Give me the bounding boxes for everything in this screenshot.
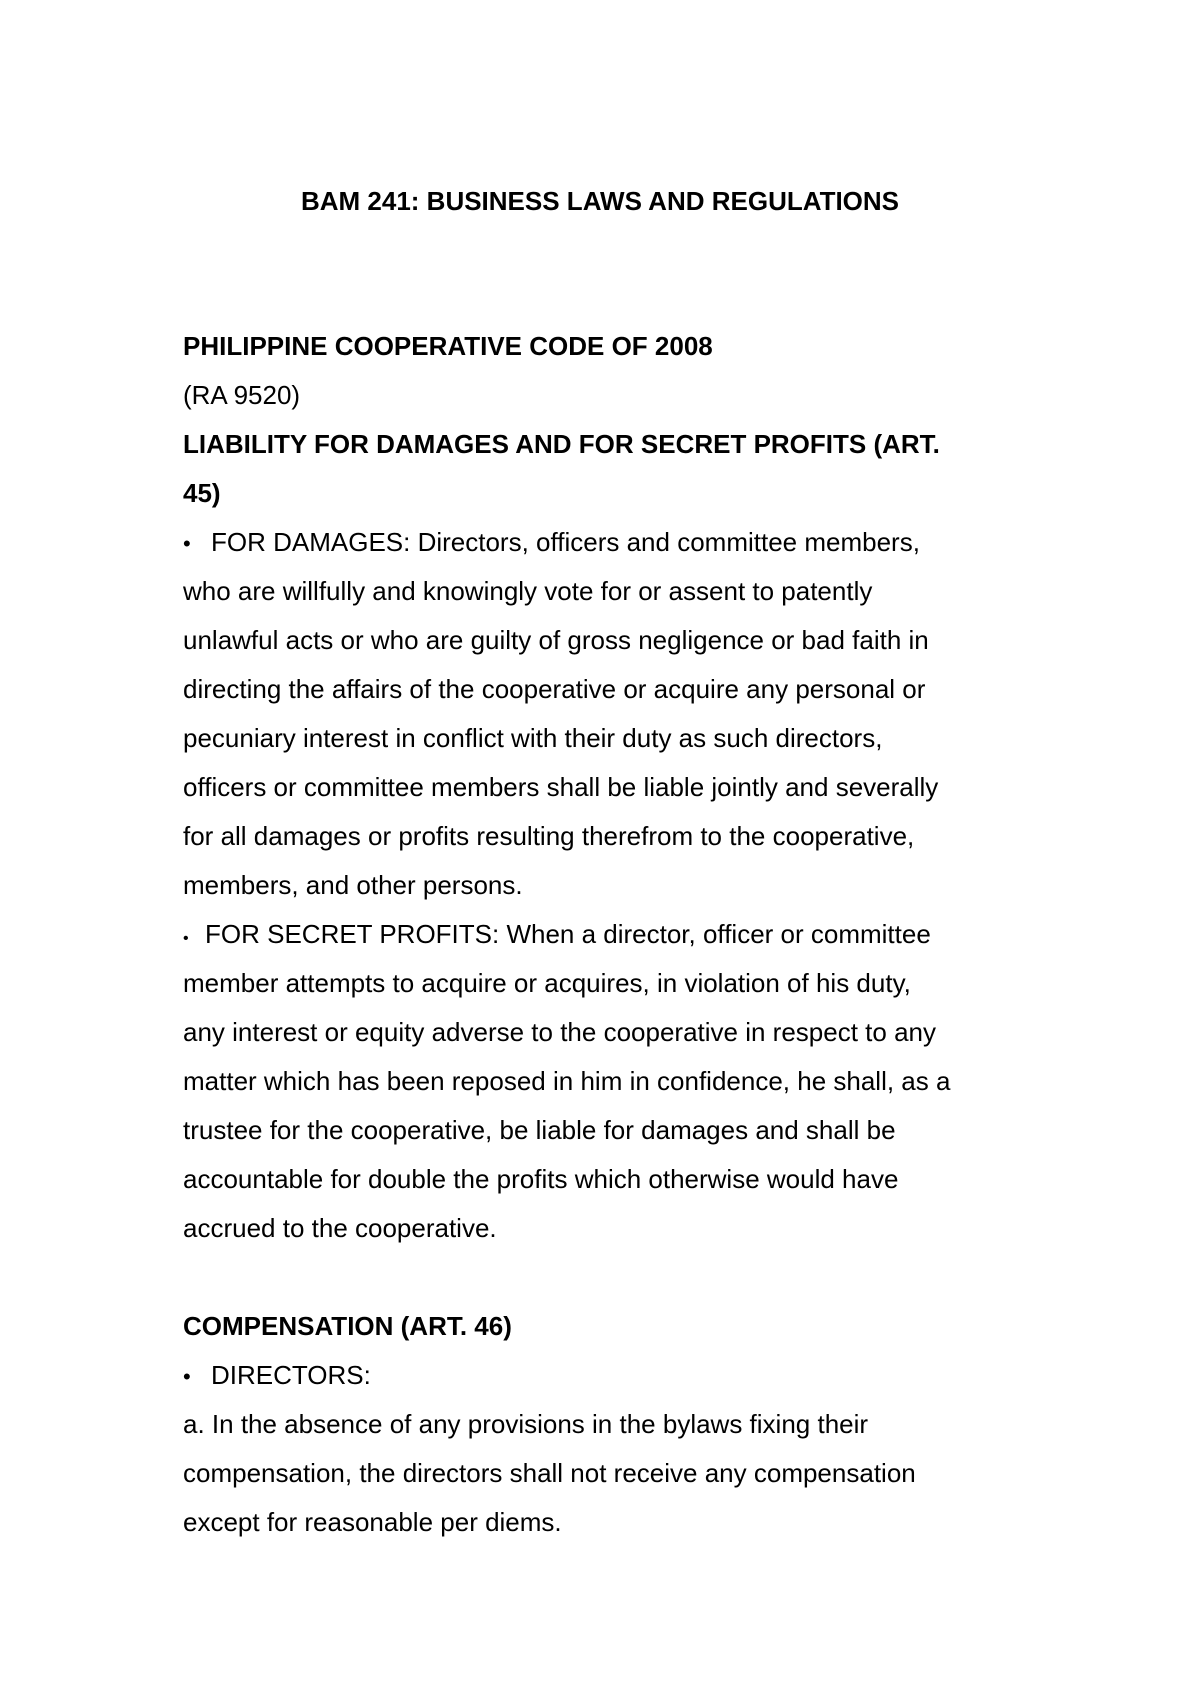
damages-paragraph-line: for all damages or profits resulting therefrom to the cooperative, [183,821,915,851]
secret-profits-paragraph-line: matter which has been reposed in him in confidence, he shall, as a [183,1066,951,1096]
item-a-line: except for reasonable per diems. [183,1507,562,1537]
document-body [183,322,1033,1547]
damages-paragraph-line [183,518,1033,567]
bullet-icon: • [183,531,191,556]
secret-profits-paragraph-line [183,910,1033,959]
code-number: (RA 9520) [183,380,301,410]
secret-profits-paragraph-line: accrued to the cooperative. [183,1213,497,1243]
document-title: BAM 241: BUSINESS LAWS AND REGULATIONS [300,186,900,216]
damages-paragraph-line: members, and other persons. [183,870,523,900]
damages-text: FOR DAMAGES: Directors, officers and committee members, [211,527,920,557]
bullet-icon: • [183,1364,191,1389]
secret-profits-paragraph-line: member attempts to acquire or acquires, in violation of his duty, [183,968,911,998]
code-heading: PHILIPPINE COOPERATIVE CODE OF 2008 [183,331,713,361]
bullet-icon: • [183,930,189,947]
liability-heading-line-1: LIABILITY FOR DAMAGES AND FOR SECRET PROFITS (ART. [183,429,940,459]
secret-profits-text: FOR SECRET PROFITS: When a director, officer or committee [205,919,931,949]
damages-paragraph-line: pecuniary interest in conflict with their duty as such directors, [183,723,883,753]
liability-heading-line-2: 45) [183,478,221,508]
compensation-heading: COMPENSATION (ART. 46) [183,1311,512,1341]
paragraph-spacer [183,1253,1033,1302]
damages-paragraph-line: who are willfully and knowingly vote for or assent to patently [183,576,873,606]
damages-paragraph-line: unlawful acts or who are guilty of gross negligence or bad faith in [183,625,929,655]
directors-label: DIRECTORS: [211,1360,371,1390]
item-a-line: compensation, the directors shall not receive any compensation [183,1458,916,1488]
damages-paragraph-line: directing the affairs of the cooperative or acquire any personal or [183,674,926,704]
secret-profits-paragraph-line: any interest or equity adverse to the cooperative in respect to any [183,1017,936,1047]
damages-paragraph-line: officers or committee members shall be liable jointly and severally [183,772,939,802]
item-a-line: a. In the absence of any provisions in the bylaws fixing their [183,1409,869,1439]
secret-profits-paragraph-line: accountable for double the profits which otherwise would have [183,1164,899,1194]
directors-item [183,1351,1033,1400]
secret-profits-paragraph-line: trustee for the cooperative, be liable for damages and shall be [183,1115,896,1145]
